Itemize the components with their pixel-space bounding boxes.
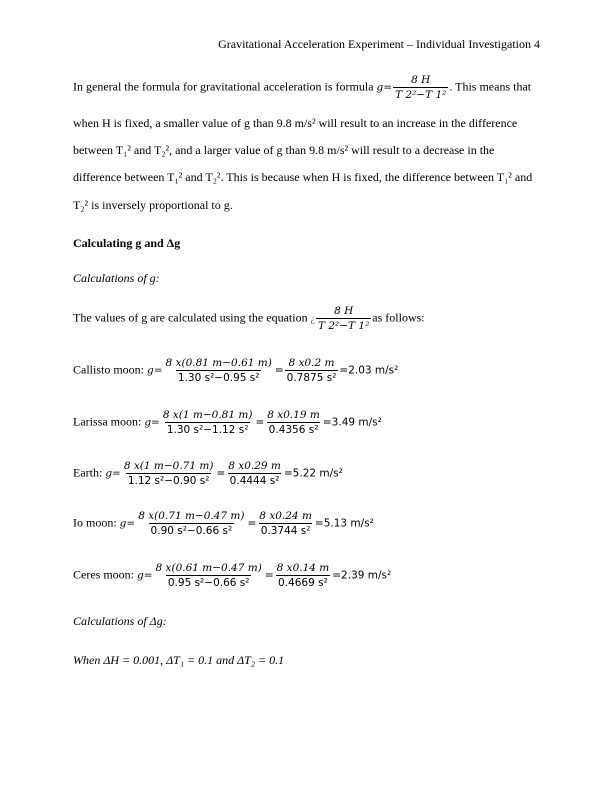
- body-label: Larissa moon:: [73, 414, 145, 429]
- fraction: $\frac{8 x(1 m-0.81 m)}{\text{1.30 s²−1.12 s²}}$: [162, 409, 253, 436]
- paragraph-line: T₂² is inversely proportional to g.: [73, 198, 233, 212]
- result: =5.13 m/s²: [314, 517, 374, 530]
- result: =2.03 m/s²: [339, 364, 399, 377]
- equation-line: Ceres moon: g= $\frac{8 x(0.61 m-0.47 m)}{\text{0.95 s²−0.66 s²}}$ = $\frac{8 x0.14 m}{\text{0.4669 s²}}$ =2.39 m/s²: [73, 562, 392, 589]
- body-label: Callisto moon:: [73, 362, 148, 377]
- result: =2.39 m/s²: [332, 569, 392, 582]
- subheading-delta-g: Calculations of Δg:: [73, 614, 167, 628]
- intro-line: The values of g are calculated using the equation ¿ $\frac{8 H}{\text{T 2²−T 1²}}$ as follows:: [73, 305, 425, 332]
- body-label: Earth:: [73, 465, 106, 480]
- fraction: $\frac{8 x0.14 m}{\text{0.4669 s²}}$: [276, 562, 330, 589]
- paragraph-line: difference between T₁² and T₂². This is because when H is fixed, the difference between T₁² and: [73, 170, 533, 184]
- subheading-g: Calculations of g:: [73, 271, 160, 285]
- result: =3.49 m/s²: [322, 416, 382, 429]
- equation-line: Io moon: g= $\frac{8 x(0.71 m-0.47 m)}{\text{0.90 s²−0.66 s²}}$ = $\frac{8 x0.24 m}{\text{0.3744 s²}}$ =5.13 m/s²: [73, 510, 374, 537]
- fraction: $\frac{8 x(0.61 m-0.47 m)}{\text{0.95 s²−0.66 s²}}$: [155, 562, 262, 589]
- formula-fraction: $\frac{8 H}{\text{T 2²−T 1²}}$: [395, 74, 447, 101]
- result: =5.22 m/s²: [283, 467, 343, 480]
- fraction: $\frac{8 x0.2 m}{\text{0.7875 s²}}$: [286, 357, 337, 384]
- fraction: $\frac{8 x(0.71 m-0.47 m)}{\text{0.90 s²−0.66 s²}}$: [138, 510, 245, 537]
- equation-line: Earth: g= $\frac{8 x(1 m-0.71 m)}{\text{1.12 s²−0.90 s²}}$ = $\frac{8 x0.29 m}{\text{0.4444 s²}}$ =5.22 m/s²: [73, 460, 343, 487]
- fraction: $\frac{8 x0.19 m}{\text{0.4356 s²}}$: [267, 409, 320, 436]
- equation-line: Callisto moon: g= $\frac{8 x(0.81 m-0.61 m)}{\text{1.30 s²−0.95 s²}}$ = $\frac{8 x0.2 m}{\text{0.7875 s²}}$ =2.03 m/s²: [73, 357, 399, 384]
- uncertainty-line: When ΔH = 0.001, ΔT₁ = 0.1 and ΔT₂ = 0.1: [73, 653, 285, 667]
- section-heading: Calculating g and Δg: [73, 236, 181, 250]
- body-label: Io moon:: [73, 515, 120, 530]
- formula-fraction: $\frac{8 H}{\text{T 2²−T 1²}}$: [318, 305, 370, 332]
- running-header: Gravitational Acceleration Experiment – Individual Investigation 4: [218, 37, 540, 51]
- equation-line: Larissa moon: g= $\frac{8 x(1 m-0.81 m)}{\text{1.30 s²−1.12 s²}}$ = $\frac{8 x0.19 m}{\text{0.4356 s²}}$ =3.49 m/s²: [73, 409, 382, 436]
- body-label: Ceres moon:: [73, 567, 137, 582]
- paragraph-line: In general the formula for gravitational acceleration is formula g= $\frac{8 H}{\text{T 2²−T 1²}}$ . This means that: [73, 74, 532, 101]
- paragraph-line: between T₁² and T₂², and a larger value of g than 9.8 m/s² will result to a decrease in the: [73, 143, 495, 157]
- fraction: $\frac{8 x(0.81 m-0.61 m)}{\text{1.30 s²−0.95 s²}}$: [165, 357, 272, 384]
- fraction: $\frac{8 x0.24 m}{\text{0.3744 s²}}$: [259, 510, 312, 537]
- fraction: $\frac{8 x(1 m-0.71 m)}{\text{1.12 s²−0.90 s²}}$: [123, 460, 214, 487]
- fraction: $\frac{8 x0.29 m}{\text{0.4444 s²}}$: [228, 460, 281, 487]
- paragraph-line: when H is fixed, a smaller value of g than 9.8 m/s² will result to an increase in the difference: [73, 116, 518, 130]
